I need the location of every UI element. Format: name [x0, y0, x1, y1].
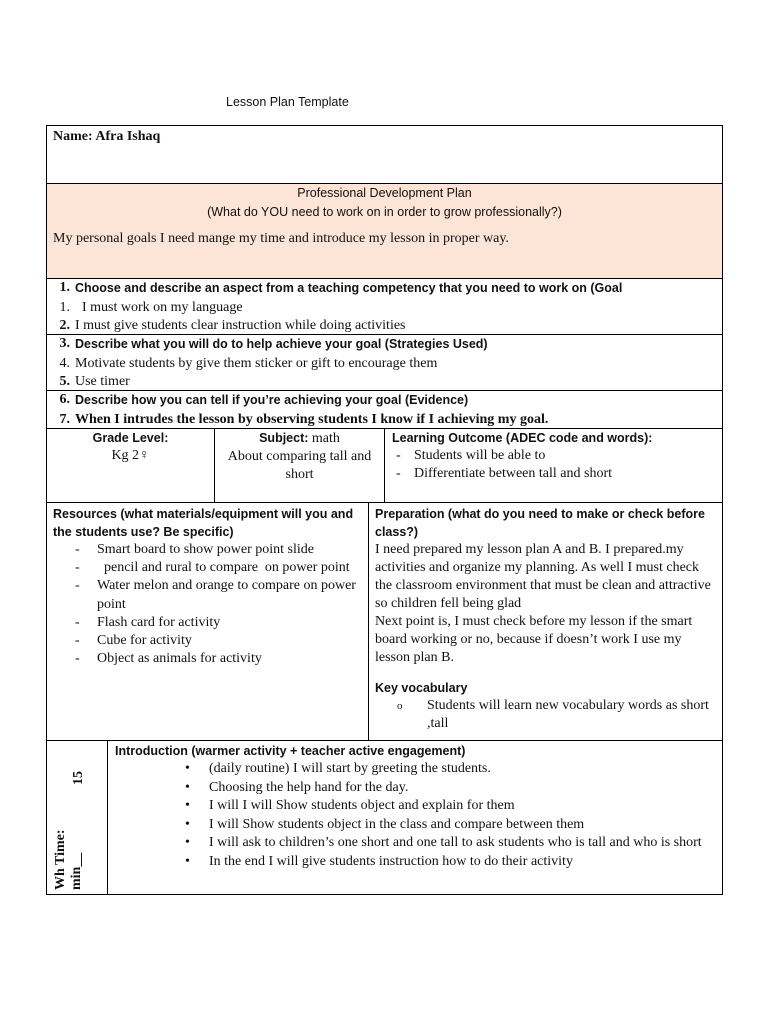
learning-outcome-item: - Students will be able to [392, 447, 722, 465]
grade-level-cell [47, 429, 215, 502]
grade-level-label: Grade Level: [92, 431, 169, 445]
professional-development-plan [47, 184, 722, 279]
preparation-heading: Preparation (what do you need to make or check before class?) [375, 507, 705, 539]
subject-value: math [308, 431, 340, 446]
strategy-item: Motivate students by give them sticker or gift to encourage them [75, 355, 438, 371]
introduction-heading: Introduction (warmer activity + teacher active engagement) [115, 744, 466, 758]
evidence-heading: Describe how you can tell if you’re achieving your goal (Evidence) [75, 393, 469, 407]
introduction-item: • I will Show students object in the class and compare between them [115, 816, 715, 835]
pdp-subtitle: (What do YOU need to work on in order to grow professionally?) [207, 205, 562, 219]
goal-item: I must give students clear instruction while doing activities [75, 318, 406, 333]
strategy-item: Use timer [75, 374, 130, 389]
goal-section [47, 279, 722, 335]
name-row [47, 126, 722, 184]
subject-description: About comparing tall and short [227, 449, 372, 482]
preparation-text-continued: Next point is, I must check before my lesson if the smart board working or no, because if doesn’t work I use my lesson plan B. [375, 614, 693, 665]
subject-cell [215, 429, 385, 502]
strategies-heading: Describe what you will do to help achieve your goal (Strategies Used) [75, 337, 488, 351]
key-vocabulary-heading: Key vocabulary [375, 681, 468, 695]
learning-outcome-item: - Differentiate between tall and short [392, 465, 722, 483]
grade-level-value: Kg 2♀ [111, 448, 150, 463]
time-value: 15 [71, 771, 86, 785]
resources-cell [47, 503, 369, 740]
goal-heading: Choose and describe an aspect from a teaching competency that you need to work on (Goal [75, 281, 623, 295]
preparation-cell [369, 503, 722, 740]
pdp-goals-text: My personal goals I need mange my time and introduce my lesson in proper way. [53, 231, 509, 246]
resource-item: - pencil and rural to compare on power point [53, 559, 362, 577]
time-label: Wh Time: min__ [53, 829, 84, 890]
introduction-row [47, 741, 722, 894]
strategies-section [47, 335, 722, 391]
introduction-cell [108, 741, 722, 894]
teacher-name: Name: Afra Ishaq [53, 129, 161, 144]
resource-item: - Smart board to show power point slide [53, 541, 362, 559]
lesson-plan-table [46, 125, 723, 895]
evidence-number: 6. [59, 392, 70, 407]
resource-item: - Cube for activity [53, 632, 362, 650]
pdp-title: Professional Development Plan [297, 186, 472, 200]
resource-item: - Object as animals for activity [53, 650, 362, 668]
goal-item: I must work on my language [75, 299, 243, 315]
pdp-heading [53, 184, 716, 222]
goal-item-number: 2. [59, 318, 70, 333]
introduction-item: • I will ask to children’s one short and one tall to ask students who is tall and who is short [115, 834, 715, 853]
grade-subject-outcome-row [47, 429, 722, 503]
time-cell [47, 741, 108, 894]
evidence-item: When I intrudes the lesson by observing students I know if I achieving my goal. [75, 411, 549, 427]
resource-item: - Water melon and orange to compare on power point [53, 577, 362, 613]
resources-preparation-row [47, 503, 722, 741]
introduction-item: • Choosing the help hand for the day. [115, 779, 715, 798]
preparation-text: I need prepared my lesson plan A and B. I prepared.my activities and organize my planning. As well I must check the classroom environment that must be clean and attractive so children fell being glad [375, 542, 711, 611]
strategy-item-number: 5. [59, 374, 70, 389]
goal-number: 1. [59, 280, 70, 295]
learning-outcome-label: Learning Outcome (ADEC code and words): [392, 431, 653, 445]
subject-label: Subject: [259, 431, 309, 445]
vocabulary-item: o Students will learn new vocabulary words as short ,tall [375, 697, 716, 733]
strategies-number: 3. [59, 336, 70, 351]
goal-item-number: 1. [59, 299, 70, 315]
introduction-item: • In the end I will give students instruction how to do their activity [115, 853, 715, 872]
document-title: Lesson Plan Template [226, 95, 349, 109]
evidence-item-number: 7. [59, 411, 70, 427]
introduction-item: • I will I will Show students object and explain for them [115, 797, 715, 816]
learning-outcome-cell [385, 429, 722, 502]
resource-item: - Flash card for activity [53, 614, 362, 632]
resources-heading: Resources (what materials/equipment will you and the students use? Be specific) [53, 507, 354, 539]
evidence-section [47, 391, 722, 429]
strategy-item-number: 4. [59, 355, 70, 371]
introduction-item: • (daily routine) I will start by greeting the students. [115, 760, 715, 779]
